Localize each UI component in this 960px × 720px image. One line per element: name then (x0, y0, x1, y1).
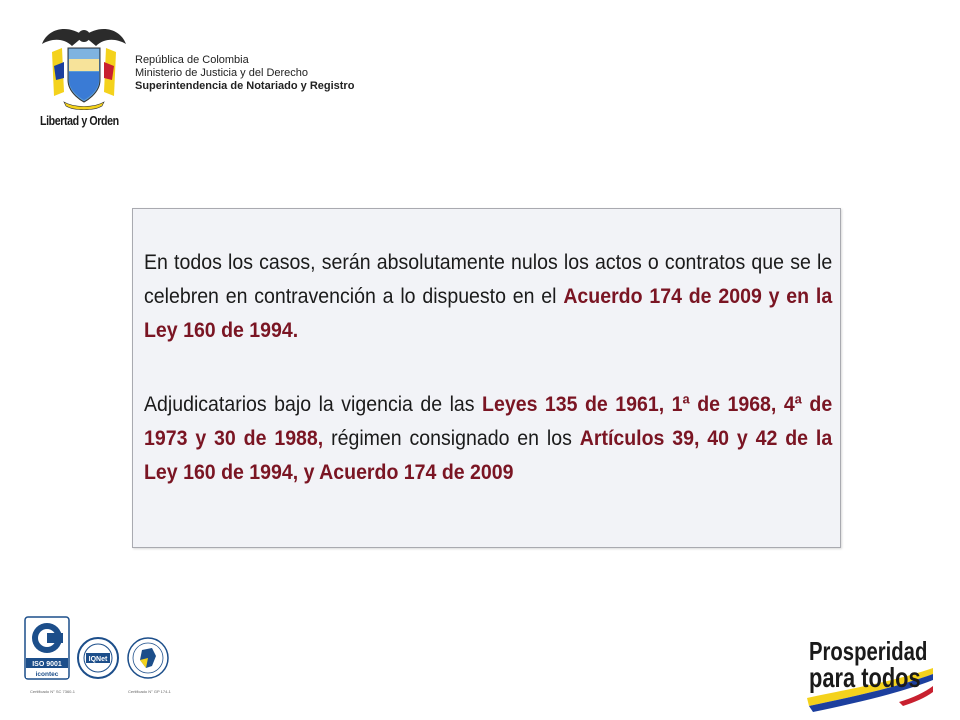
gp-certification-logo (126, 636, 170, 680)
icontec-label: icontec (35, 671, 59, 678)
content-box (132, 208, 841, 548)
ministry-name: Ministerio de Justicia y del Derecho (135, 67, 309, 79)
motto: Libertad y Orden (40, 113, 119, 128)
paragraph-adjudicatarios (144, 388, 832, 490)
paragraph-adjudicatarios-highlight-2: Artículos 39, 40 y 42 de la Ley 160 de 1994, y Acuerdo 174 de 2009 (144, 427, 833, 484)
paragraph-nullity-text: En todos los casos, serán absolutamente nulos los actos o contratos que se le celebren en contravención a lo dispuesto en el (144, 251, 833, 308)
iqnet-logo (76, 636, 120, 680)
slogan-line-2: para todos (809, 662, 921, 693)
paragraph-adjudicatarios-highlight-1: Leyes 135 de 1961, 1ª de 1968, 4ª de 1973 y 30 de 1988, (144, 393, 833, 450)
paragraph-nullity-highlight: Acuerdo 174 de 2009 y en la Ley 160 de 1994. (144, 285, 833, 342)
paragraph-adjudicatarios-text-2: régimen consignado en los (323, 427, 580, 450)
country-name: República de Colombia (135, 54, 249, 66)
certificate-number-2: Certificado N° GP 174-1 (128, 689, 171, 694)
colombia-coat-of-arms (38, 22, 130, 112)
certificate-number-1: Certificado N° SC 7360-1 (30, 689, 75, 694)
paragraph-nullity (144, 246, 832, 348)
header-entity-block (135, 54, 354, 93)
certification-logos (24, 616, 174, 696)
paragraph-adjudicatarios-text-1: Adjudicatarios bajo la vigencia de las (144, 393, 483, 416)
icontec-iso-logo (24, 616, 70, 680)
iso-label: ISO 9001 (32, 661, 62, 668)
agency-name: Superintendencia de Notariado y Registro (135, 80, 355, 92)
slogan-line-1: Prosperidad (809, 636, 928, 666)
iqnet-label: IQNet (88, 656, 108, 663)
prosperidad-para-todos-logo (803, 632, 935, 712)
